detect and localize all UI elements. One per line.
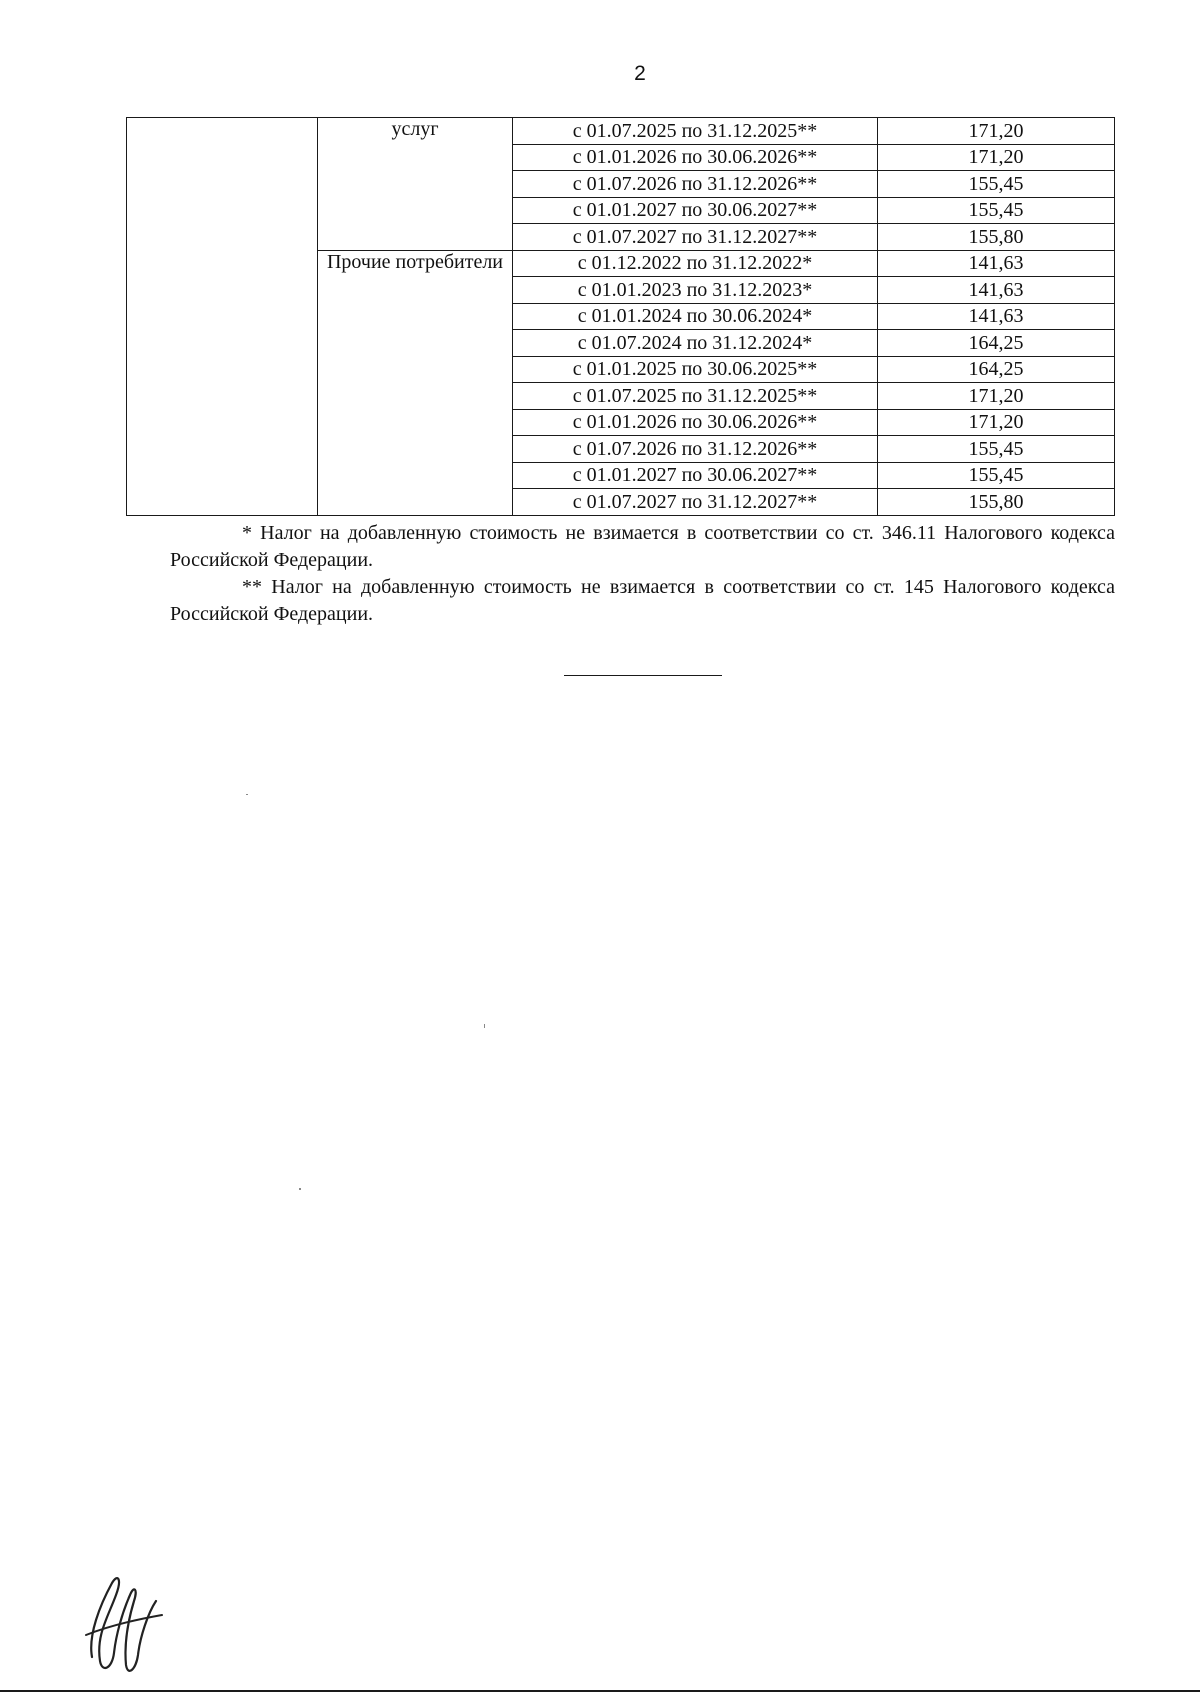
page-number: 2 <box>634 62 646 85</box>
consumer-group-cell: услуг <box>318 118 513 251</box>
bottom-rule <box>0 1690 1200 1692</box>
period-cell: с 01.01.2027 по 30.06.2027** <box>513 462 878 489</box>
tariff-value-cell: 171,20 <box>878 144 1115 171</box>
tariff-table-body <box>127 118 1115 516</box>
period-cell: с 01.07.2027 по 31.12.2027** <box>513 224 878 251</box>
period-cell: с 01.07.2027 по 31.12.2027** <box>513 489 878 516</box>
period-cell: с 01.01.2024 по 30.06.2024* <box>513 303 878 330</box>
tariff-value-cell: 164,25 <box>878 330 1115 357</box>
footnote-single-asterisk: * Налог на добавленную стоимость не взимается в соответствии со ст. 346.11 Налогового кодекса Российской Федерации. <box>170 522 1115 571</box>
table-row <box>127 118 1115 145</box>
tariff-value-cell: 171,20 <box>878 383 1115 410</box>
period-cell: с 01.07.2024 по 31.12.2024* <box>513 330 878 357</box>
tariff-value-cell: 164,25 <box>878 356 1115 383</box>
tariff-value-cell: 171,20 <box>878 409 1115 436</box>
period-cell: с 01.12.2022 по 31.12.2022* <box>513 250 878 277</box>
scan-speck <box>246 794 248 795</box>
tariff-value-cell: 155,80 <box>878 224 1115 251</box>
tariff-value-cell: 155,45 <box>878 171 1115 198</box>
tariff-value-cell: 155,45 <box>878 462 1115 489</box>
period-cell: с 01.07.2026 по 31.12.2026** <box>513 171 878 198</box>
consumer-group-cell: Прочие потребители <box>318 250 513 515</box>
footnotes <box>170 520 1115 628</box>
tariff-value-cell: 155,45 <box>878 436 1115 463</box>
period-cell: с 01.07.2025 по 31.12.2025** <box>513 118 878 145</box>
period-cell: с 01.07.2026 по 31.12.2026** <box>513 436 878 463</box>
scan-speck <box>299 1188 301 1190</box>
footnote-double-asterisk: ** Налог на добавленную стоимость не взимается в соответствии со ст. 145 Налогового кодекса Российской Федерации. <box>170 576 1115 625</box>
handwritten-signature <box>78 1565 168 1685</box>
tariff-value-cell: 171,20 <box>878 118 1115 145</box>
scan-speck <box>484 1024 485 1028</box>
empty-first-column-cell <box>127 118 318 516</box>
period-cell: с 01.01.2027 по 30.06.2027** <box>513 197 878 224</box>
period-cell: с 01.01.2025 по 30.06.2025** <box>513 356 878 383</box>
tariff-table <box>126 117 1115 516</box>
period-cell: с 01.01.2026 по 30.06.2026** <box>513 144 878 171</box>
tariff-value-cell: 155,80 <box>878 489 1115 516</box>
tariff-value-cell: 155,45 <box>878 197 1115 224</box>
period-cell: с 01.01.2023 по 31.12.2023* <box>513 277 878 304</box>
tariff-value-cell: 141,63 <box>878 250 1115 277</box>
tariff-value-cell: 141,63 <box>878 303 1115 330</box>
tariff-value-cell: 141,63 <box>878 277 1115 304</box>
period-cell: с 01.07.2025 по 31.12.2025** <box>513 383 878 410</box>
separator-line <box>564 675 722 676</box>
period-cell: с 01.01.2026 по 30.06.2026** <box>513 409 878 436</box>
